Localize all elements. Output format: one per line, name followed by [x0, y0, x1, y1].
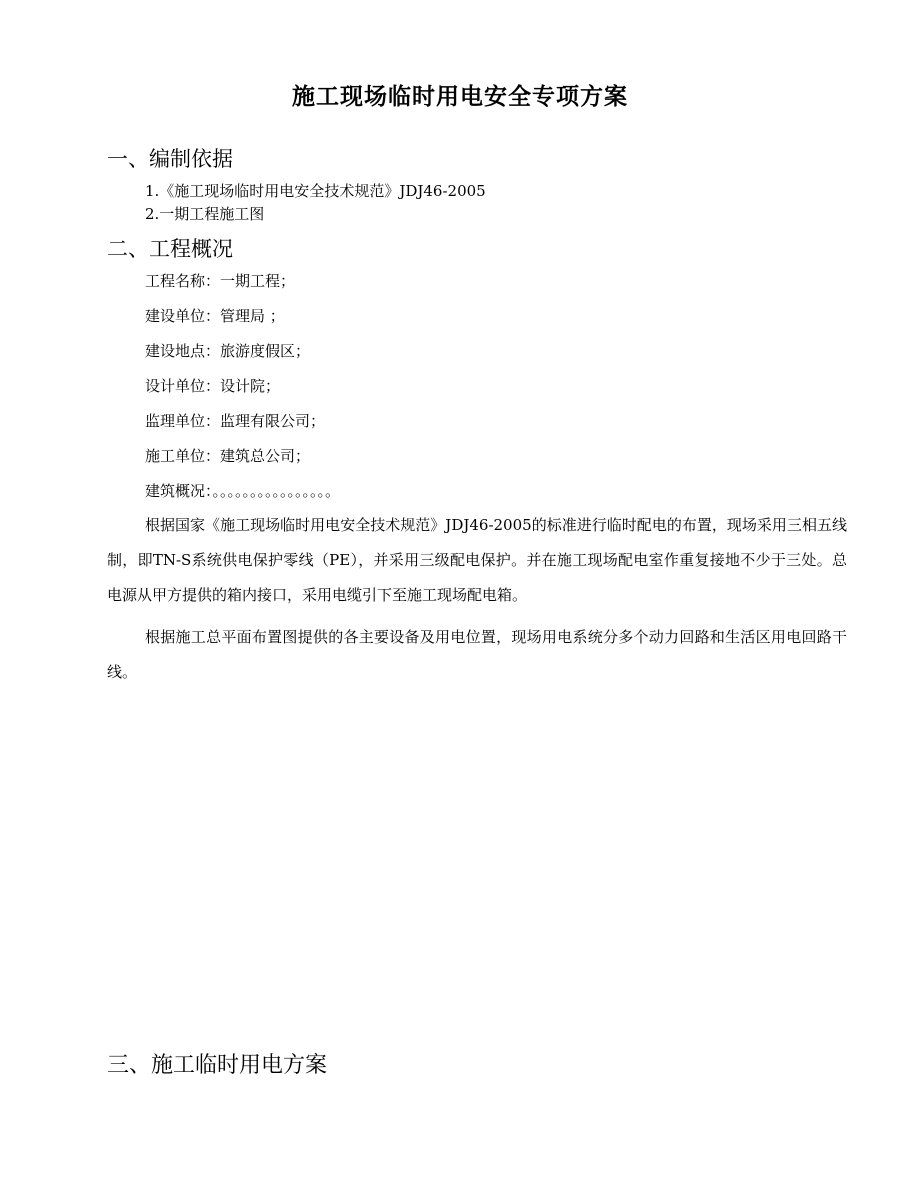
overview-field-supervisor: 监理单位：监理有限公司； — [145, 412, 326, 430]
document-title: 施工现场临时用电安全专项方案 — [292, 83, 628, 110]
overview-field-location: 建设地点：旅游度假区； — [145, 342, 311, 360]
section-heading-plan: 三、施工临时用电方案 — [107, 1053, 328, 1078]
body-paragraph: 根据施工总平面布置图提供的各主要设备及用电位置，现场用电系统分多个动力回路和生活区用电回路干线。 — [107, 628, 847, 681]
overview-field-owner: 建设单位：管理局 ； — [145, 307, 285, 325]
overview-field-building-summary: 建筑概况：。。。。。。。。。。。。。。。。 — [145, 482, 341, 500]
overview-field-designer: 设计单位：设计院； — [145, 377, 281, 395]
overview-field-contractor: 施工单位：建筑总公司； — [145, 447, 311, 465]
basis-item: 1.《施工现场临时用电安全技术规范》JDJ46-2005 — [145, 182, 486, 200]
body-paragraph: 根据国家《施工现场临时用电安全技术规范》JDJ46-2005的标准进行临时配电的布置，现场采用三相五线制，即TN-S系统供电保护零线（PE），并采用三级配电保护。并在施工现场配电室作重复接地不少于三处。总电源从甲方提供的箱内接口，采用电缆引下至施工现场配电箱。 — [107, 516, 847, 604]
section-heading-overview: 二、工程概况 — [107, 237, 233, 261]
basis-list — [145, 180, 486, 226]
basis-item: 2.一期工程施工图 — [145, 205, 265, 223]
overview-field-project-name: 工程名称：一期工程； — [145, 272, 296, 290]
overview-field-list — [145, 269, 340, 514]
section-heading-basis: 一、编制依据 — [107, 147, 233, 171]
